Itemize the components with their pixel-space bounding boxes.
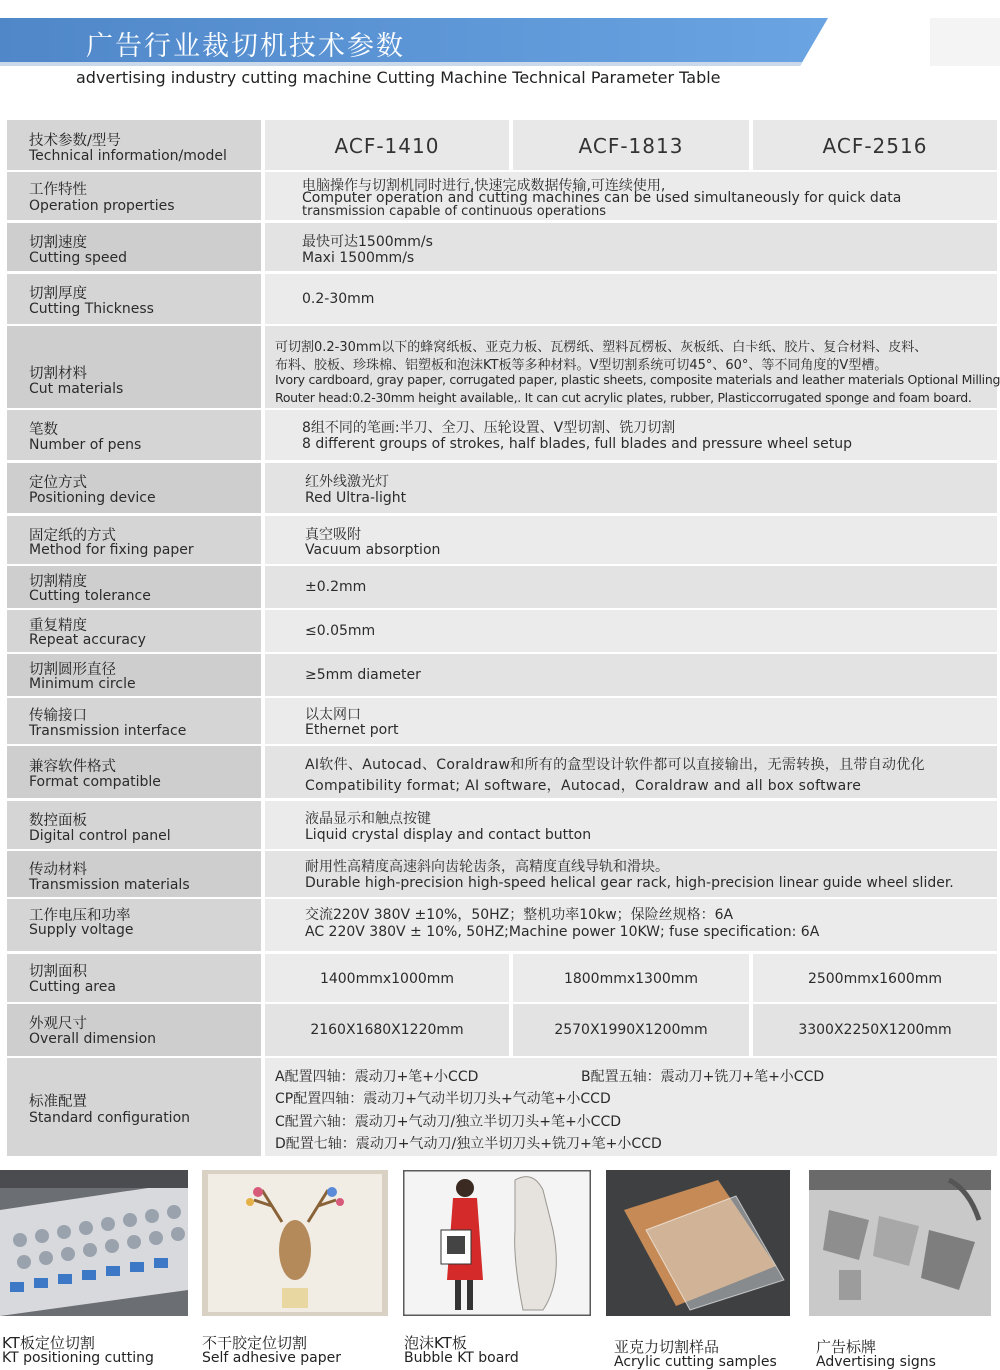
row-label-en: Transmission interface bbox=[29, 723, 187, 739]
area-cell-2 bbox=[513, 954, 749, 1002]
table-row-thickness bbox=[7, 274, 997, 324]
value-line: Durable high-precision high-speed helical gear rack, high-precision linear guide wheel slider. bbox=[305, 875, 954, 891]
dimension-cell-3 bbox=[753, 1004, 997, 1056]
value-line: 耐用性高精度高速斜向齿轮齿条，高精度直线导轨和滑块。 bbox=[305, 859, 669, 875]
row-label-en: Number of pens bbox=[29, 437, 142, 453]
table-row-positioning bbox=[7, 463, 997, 513]
title-banner bbox=[0, 18, 828, 66]
area-value: 1800mmx1300mm bbox=[563, 971, 699, 987]
value-line: AC 220V 380V ± 10%, 50HZ;Machine power 10KW; fuse specification: 6A bbox=[305, 924, 820, 940]
dimension-value: 2570X1990X1200mm bbox=[554, 1022, 708, 1038]
dimension-cell-2 bbox=[513, 1004, 749, 1056]
row-label-en: Repeat accuracy bbox=[29, 632, 146, 648]
table-row-config bbox=[7, 1058, 997, 1156]
row-label-zh: 传输接口 bbox=[29, 708, 87, 724]
row-label-en: Cut materials bbox=[29, 381, 124, 397]
row-value bbox=[265, 698, 997, 744]
value-line: 交流220V 380V ±10%，50HZ；整机功率10kw；保险丝规格：6A bbox=[305, 907, 734, 923]
table-row-interface bbox=[7, 698, 997, 744]
row-label-en: Minimum circle bbox=[29, 676, 136, 692]
kt-cutting-photo bbox=[0, 1170, 188, 1316]
table-row-area bbox=[7, 954, 997, 1002]
row-label-zh: 切割面积 bbox=[29, 964, 87, 980]
row-label-zh: 切割精度 bbox=[29, 574, 87, 590]
row-label-en: Cutting tolerance bbox=[29, 588, 151, 604]
value-line: 8 different groups of strokes, half blades, full blades and pressure wheel setup bbox=[302, 436, 852, 452]
caption-zh: KT板定位切割 bbox=[2, 1334, 95, 1352]
foam-kt-photo bbox=[403, 1170, 591, 1316]
row-label-zh: 工作电压和功率 bbox=[29, 908, 131, 924]
dimension-cell-1 bbox=[265, 1004, 509, 1056]
header-label-cell bbox=[7, 120, 261, 170]
table-row-materials bbox=[7, 326, 1000, 408]
value-line: Maxi 1500mm/s bbox=[302, 250, 415, 266]
row-label-zh: 兼容软件格式 bbox=[29, 759, 116, 775]
row-label-zh: 数控面板 bbox=[29, 813, 87, 829]
value-line: Router head:0.2-30mm height available,. It can cut acrylic plates, rubber, Plasticcorrugated sponge and foam board. bbox=[275, 390, 972, 405]
row-label-zh: 传动材料 bbox=[29, 862, 87, 878]
row-label-en: Standard configuration bbox=[29, 1110, 191, 1126]
row-value bbox=[265, 610, 997, 652]
row-label-en: Digital control panel bbox=[29, 828, 171, 844]
value-line: Vacuum absorption bbox=[305, 542, 441, 558]
page-title: 广告行业裁切机技术参数 bbox=[86, 31, 405, 62]
value-line: Compatibility format; AI software，Autocad，Coraldraw and all box software bbox=[305, 778, 862, 794]
row-value bbox=[265, 516, 997, 564]
config-line: D配置七轴：震动刀+气动刀/独立半切刀头+铣刀+笔+小CCD bbox=[275, 1136, 662, 1152]
value-line: ≥5mm diameter bbox=[305, 667, 421, 683]
page-subtitle: advertising industry cutting machine Cutting Machine Technical Parameter Table bbox=[76, 68, 721, 87]
value-line: 可切割0.2-30mm以下的蜂窝纸板、亚克力板、瓦楞纸、塑料瓦楞板、灰板纸、白卡纸、胶片、复合材料、皮料、 bbox=[275, 340, 928, 355]
area-cell-1 bbox=[265, 954, 509, 1002]
config-line: A配置四轴：震动刀+笔+小CCD bbox=[275, 1069, 479, 1085]
value-line: 电脑操作与切割机同时进行,快速完成数据传输,可连续使用, bbox=[302, 178, 666, 194]
table-row-repeat bbox=[7, 610, 997, 652]
value-line: 0.2-30mm bbox=[302, 291, 375, 307]
value-line: ≤0.05mm bbox=[305, 623, 376, 639]
table-row-panel bbox=[7, 801, 997, 849]
row-label-en: Positioning device bbox=[29, 490, 156, 506]
row-label-zh: 工作特性 bbox=[29, 182, 87, 198]
table-row-pens bbox=[7, 410, 997, 460]
caption-en: Self adhesive paper bbox=[202, 1350, 341, 1366]
row-label-zh: 标准配置 bbox=[29, 1094, 87, 1110]
model-cell-1 bbox=[265, 120, 509, 170]
row-label-en: Method for fixing paper bbox=[29, 542, 194, 558]
row-value bbox=[265, 899, 997, 951]
config-line: CP配置四轴：震动刀+气动半切刀头+气动笔+小CCD bbox=[275, 1091, 611, 1107]
table-row-fixing bbox=[7, 516, 997, 564]
dimension-value: 3300X2250X1200mm bbox=[798, 1022, 952, 1038]
caption-zh: 广告标牌 bbox=[816, 1338, 877, 1356]
value-line: 最快可达1500mm/s bbox=[302, 234, 433, 250]
caption-en: KT positioning cutting bbox=[2, 1350, 154, 1366]
corner-decoration bbox=[930, 18, 1000, 66]
table-header-row bbox=[7, 120, 997, 170]
row-label-zh: 固定纸的方式 bbox=[29, 528, 116, 544]
sample-gallery bbox=[0, 1170, 1000, 1370]
row-label-en: Cutting Thickness bbox=[29, 301, 154, 317]
standee-illustration bbox=[403, 1170, 591, 1316]
model-cell-3 bbox=[753, 120, 997, 170]
row-label-zh: 笔数 bbox=[29, 422, 58, 438]
value-line: AI软件、Autocad、Coraldraw和所有的盒型设计软件都可以直接输出，无需转换，且带自动优化 bbox=[305, 757, 925, 773]
row-label-en: Operation properties bbox=[29, 198, 175, 214]
row-label-en: Cutting area bbox=[29, 979, 116, 995]
value-line: ±0.2mm bbox=[305, 579, 367, 595]
table-row-transmission bbox=[7, 851, 997, 897]
table-row-voltage bbox=[7, 899, 997, 951]
row-label-zh: 切割圆形直径 bbox=[29, 662, 116, 678]
advertising-sign-photo bbox=[809, 1170, 991, 1316]
header-label-zh: 技术参数/型号 bbox=[29, 133, 121, 149]
row-value bbox=[265, 326, 1000, 408]
acrylic-sheet-illustration bbox=[606, 1170, 790, 1316]
value-line: 真空吸附 bbox=[305, 527, 361, 543]
row-label-zh: 切割速度 bbox=[29, 235, 87, 251]
row-value bbox=[265, 654, 997, 696]
value-line: 布料、胶板、珍珠棉、铝塑板和泡沫KT板等多种材料。V型切割系统可切45°、60°、等不同角度的V型槽。 bbox=[275, 358, 888, 373]
model-name: ACF-2516 bbox=[822, 134, 928, 158]
value-line: 8组不同的笔画:半刀、全刀、压轮设置、V型切割、铣刀切割 bbox=[302, 420, 676, 436]
value-line: transmission capable of continuous operations bbox=[302, 204, 606, 219]
value-line: Liquid crystal display and contact button bbox=[305, 827, 592, 843]
row-value bbox=[265, 274, 997, 324]
table-row-format bbox=[7, 746, 997, 798]
table-row-tolerance bbox=[7, 566, 997, 608]
row-value bbox=[265, 410, 997, 460]
row-label-zh: 切割材料 bbox=[29, 366, 87, 382]
area-value: 1400mmx1000mm bbox=[319, 971, 455, 987]
row-value bbox=[265, 463, 997, 513]
model-cell-2 bbox=[513, 120, 749, 170]
row-value bbox=[265, 223, 997, 271]
model-name: ACF-1813 bbox=[578, 134, 684, 158]
adhesive-paper-photo bbox=[202, 1170, 388, 1316]
row-label-zh: 切割厚度 bbox=[29, 286, 87, 302]
row-value bbox=[265, 851, 997, 897]
row-label-en: Format compatible bbox=[29, 774, 161, 790]
value-line: Ethernet port bbox=[305, 722, 399, 738]
kt-board-illustration bbox=[0, 1170, 188, 1316]
value-line: Ivory cardboard, gray paper, corrugated paper, plastic sheets, composite materials and leather materials Optional Milling bbox=[275, 372, 1000, 387]
table-row-dimension bbox=[7, 1004, 997, 1056]
caption-en: Advertising signs bbox=[816, 1354, 936, 1370]
row-value bbox=[265, 746, 997, 798]
row-label-en: Overall dimension bbox=[29, 1031, 157, 1047]
row-label-zh: 定位方式 bbox=[29, 475, 87, 491]
value-line: Computer operation and cutting machines can be used simultaneously for quick data bbox=[302, 190, 902, 206]
row-label-zh: 外观尺寸 bbox=[29, 1016, 87, 1032]
value-line: 以太网口 bbox=[305, 707, 361, 723]
header-label-en: Technical information/model bbox=[29, 148, 227, 164]
area-value: 2500mmx1600mm bbox=[807, 971, 943, 987]
row-label-en: Cutting speed bbox=[29, 250, 128, 266]
config-line: C配置六轴：震动刀+气动刀/独立半切刀头+笔+小CCD bbox=[275, 1114, 622, 1130]
row-value bbox=[265, 172, 997, 220]
model-name: ACF-1410 bbox=[334, 134, 440, 158]
row-label-zh: 重复精度 bbox=[29, 618, 87, 634]
table-row-circle bbox=[7, 654, 997, 696]
config-line: B配置五轴：震动刀+铣刀+笔+小CCD bbox=[581, 1069, 825, 1085]
caption-zh: 亚克力切割样品 bbox=[614, 1338, 720, 1356]
row-label-en: Supply voltage bbox=[29, 922, 134, 938]
caption-en: Bubble KT board bbox=[404, 1350, 519, 1366]
value-line: 红外线激光灯 bbox=[305, 474, 389, 490]
value-line: 液晶显示和触点按键 bbox=[305, 811, 431, 827]
deer-illustration bbox=[202, 1170, 388, 1316]
value-line: Red Ultra-light bbox=[305, 490, 407, 506]
row-label-en: Transmission materials bbox=[29, 877, 190, 893]
table-row-operation bbox=[7, 172, 997, 220]
dimension-value: 2160X1680X1220mm bbox=[310, 1022, 464, 1038]
row-value bbox=[265, 801, 997, 849]
metal-sign-illustration bbox=[809, 1170, 991, 1316]
caption-zh: 不干胶定位切割 bbox=[202, 1334, 308, 1352]
acrylic-sample-photo bbox=[606, 1170, 790, 1316]
row-value bbox=[265, 566, 997, 608]
caption-en: Acrylic cutting samples bbox=[614, 1354, 777, 1370]
caption-zh: 泡沫KT板 bbox=[404, 1334, 467, 1352]
row-value bbox=[265, 1058, 997, 1156]
area-cell-3 bbox=[753, 954, 997, 1002]
table-row-speed bbox=[7, 223, 997, 271]
